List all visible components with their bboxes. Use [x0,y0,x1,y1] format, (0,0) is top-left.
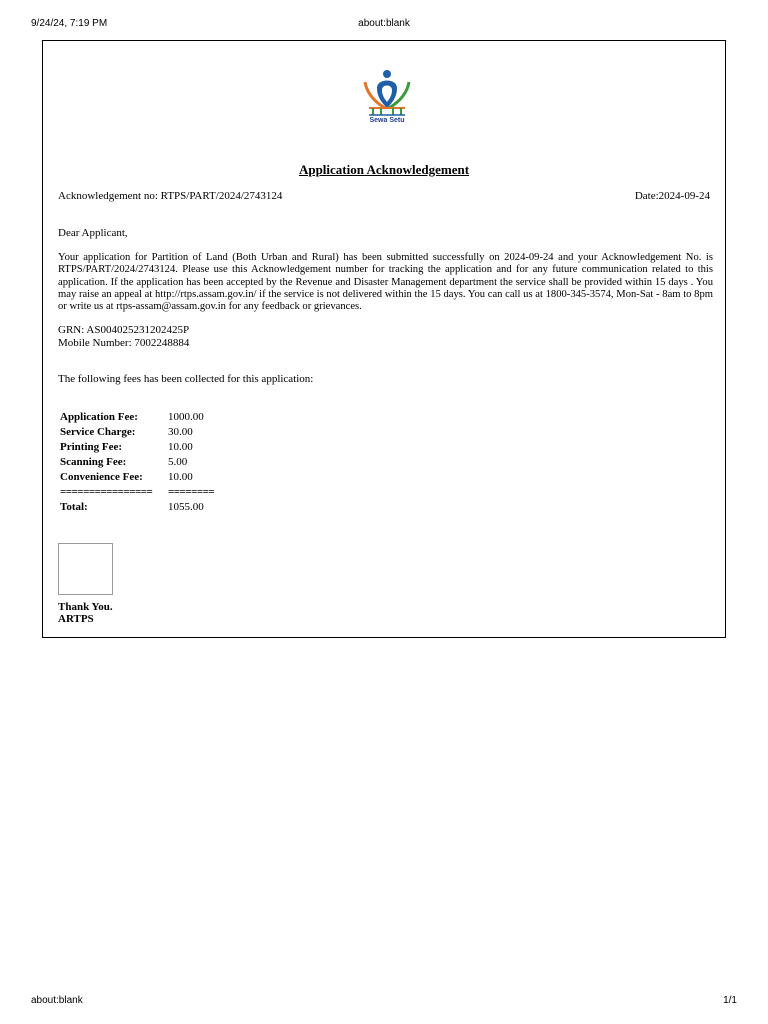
fee-value: 1000.00 [168,411,204,423]
signature-image-placeholder [58,543,113,595]
fee-label: Service Charge: [60,426,136,438]
fee-label: Application Fee: [60,411,138,423]
logo-text: Sewa Setu [369,117,405,124]
separator-left: ================ [60,486,153,498]
acknowledgement-number: Acknowledgement no: RTPS/PART/2024/2743124 [58,190,283,202]
sewa-setu-logo [361,68,413,130]
fee-value: 10.00 [168,471,193,483]
signoff-text: ARTPS [58,613,94,625]
acknowledgement-document [42,40,726,638]
table-row [58,470,217,485]
total-row [58,500,217,515]
page-number: 1/1 [723,995,737,1006]
fee-label: Scanning Fee: [60,456,127,468]
print-page-url: about:blank [358,18,410,29]
page-title: Application Acknowledgement [298,162,470,177]
thank-you-text: Thank You. [58,601,113,613]
total-label: Total: [60,501,88,513]
fee-label: Printing Fee: [60,441,123,453]
table-row [58,455,217,470]
fee-value: 30.00 [168,426,193,438]
applicant-details [58,324,189,350]
closing [58,601,113,625]
acknowledgement-body: Your application for Partition of Land (Both Urban and Rural) has been submitted successfully on 2024-09-24 and your Acknowledgement No. is RTPS/PART/2024/2743124. Please use this Acknowledgement number for tracking the application and for any future communication related to this application. If the application has been accepted by the Revenue and Disaster Management department the service shall be provided within 15 days . You may raise an appeal at http://rtps.assam.gov.in/ if the service is not delivered within the 15 days. You can call us at 1800-345-3574, Mon-Sat - 8am to 8pm or write us at rtps-assam@assam.gov.in for any feedback or grievances. [58,252,713,313]
table-row [58,410,217,425]
mobile-number: Mobile Number: 7002248884 [58,337,190,349]
footer-url: about:blank [31,995,83,1006]
fee-value: 10.00 [168,441,193,453]
separator-right: ======== [168,486,215,498]
table-row [58,440,217,455]
fees-table [58,410,217,515]
fee-label: Convenience Fee: [60,471,143,483]
grn-number: GRN: AS004025231202425P [58,324,190,336]
table-row [58,425,217,440]
separator-row [58,485,217,500]
fees-intro: The following fees has been collected for this application: [58,373,314,385]
sewa-setu-logo-icon [361,68,413,118]
acknowledgement-date: Date:2024-09-24 [634,190,710,202]
fee-value: 5.00 [168,456,188,468]
total-value: 1055.00 [168,501,204,513]
salutation: Dear Applicant, [58,227,128,239]
print-datetime: 9/24/24, 7:19 PM [31,18,108,29]
